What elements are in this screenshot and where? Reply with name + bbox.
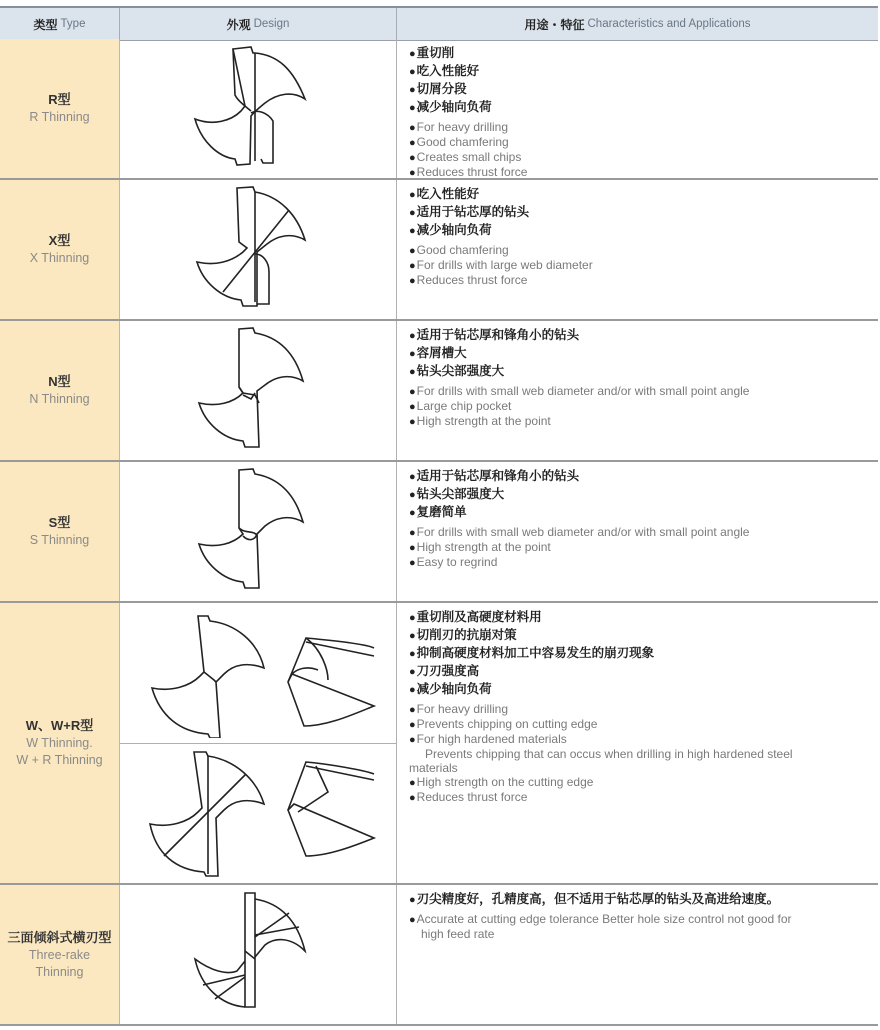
- feature-en: ●Large chip pocket: [409, 399, 512, 413]
- feature-zh: ●适用于钻芯厚和锋角小的钻头: [409, 328, 580, 342]
- feature-zh: ●刀刃强度高: [409, 664, 480, 678]
- design-cell: [120, 321, 397, 460]
- feature-en: ●Reduces thrust force: [409, 165, 528, 179]
- feature-zh: ●吃入性能好: [409, 64, 480, 78]
- w-design-subcell: [120, 603, 396, 744]
- feature-zh: ●减少轴向负荷: [409, 682, 492, 696]
- characteristics-cell: [397, 321, 878, 460]
- feature-zh: ●钻头尖部强度大: [409, 364, 505, 378]
- characteristics-cell: [397, 603, 878, 883]
- table-row-three-rake-thinning: [0, 885, 878, 1026]
- w-thinning-drill-diagram: [128, 608, 388, 738]
- feature-zh: ●重切削及高硬度材料用: [409, 610, 542, 624]
- feature-en: ●Good chamfering: [409, 135, 509, 149]
- three-rake-thinning-drill-diagram: [193, 887, 323, 1022]
- feature-en: ●Creates small chips: [409, 150, 522, 164]
- feature-en: ●Easy to regrind: [409, 555, 498, 569]
- feature-en: ●Reduces thrust force: [409, 273, 528, 287]
- feature-en: ●High strength on the cutting edge: [409, 775, 594, 789]
- feature-en: ●For high hardened materials: [409, 732, 567, 746]
- feature-zh: ●钻头尖部强度大: [409, 487, 505, 501]
- characteristics-cell: [397, 180, 878, 319]
- feature-zh: ●吃入性能好: [409, 187, 480, 201]
- feature-zh: ●适用于钻芯厚和锋角小的钻头: [409, 469, 580, 483]
- feature-zh: ●切削刃的抗崩对策: [409, 628, 517, 642]
- w-r-design-subcell: [120, 744, 396, 884]
- feature-zh: ●适用于钻芯厚的钻头: [409, 205, 530, 219]
- feature-en: ●For drills with small web diameter and/or with small point angle: [409, 384, 750, 398]
- design-cell: [120, 462, 397, 601]
- table-row-x-thinning: [0, 180, 878, 321]
- design-cell: [120, 39, 397, 178]
- design-cell: [120, 885, 397, 1024]
- type-cell: X型 X Thinning: [0, 180, 120, 319]
- feature-en-cont: high feed rate: [421, 927, 495, 941]
- feature-en-detail: Prevents chipping that can occus when drilling in high hardened steel: [425, 747, 793, 761]
- feature-en: ●Good chamfering: [409, 243, 509, 257]
- feature-en: ●High strength at the point: [409, 540, 551, 554]
- feature-en: ●For drills with small web diameter and/or with small point angle: [409, 525, 750, 539]
- feature-en: ●Accurate at cutting edge tolerance Better hole size control not good for: [409, 912, 792, 926]
- header-characteristics: 用途・特征 Characteristics and Applications: [524, 17, 751, 32]
- w-r-thinning-drill-diagram: [128, 748, 388, 878]
- feature-zh: ●切屑分段: [409, 82, 467, 96]
- feature-zh: ●减少轴向负荷: [409, 223, 492, 237]
- feature-en-detail-cont: materials: [409, 761, 458, 775]
- feature-en: ●High strength at the point: [409, 414, 551, 428]
- characteristics-cell: [397, 462, 878, 601]
- feature-zh: ●复磨简单: [409, 505, 467, 519]
- table-row-w-thinning: [0, 603, 878, 885]
- characteristics-cell: [397, 39, 878, 178]
- feature-zh: ●容屑槽大: [409, 346, 467, 360]
- design-cell: [120, 603, 397, 883]
- table-row-n-thinning: [0, 321, 878, 462]
- s-thinning-drill-diagram: [193, 464, 323, 599]
- table-row-s-thinning: [0, 462, 878, 603]
- type-cell: S型 S Thinning: [0, 462, 120, 601]
- type-cell: N型 N Thinning: [0, 321, 120, 460]
- feature-en: ●Prevents chipping on cutting edge: [409, 717, 598, 731]
- type-cell: R型 R Thinning: [0, 39, 120, 178]
- feature-zh: ●重切削: [409, 46, 455, 60]
- design-cell: [120, 180, 397, 319]
- table-row-r-thinning: [0, 39, 878, 180]
- r-thinning-drill-diagram: [193, 41, 323, 176]
- feature-zh: ●抑制高硬度材料加工中容易发生的崩刃现象: [409, 646, 655, 660]
- x-thinning-drill-diagram: [193, 182, 323, 317]
- feature-zh: ●减少轴向负荷: [409, 100, 492, 114]
- feature-zh: ●刃尖精度好，孔精度高，但不适用于钻芯厚的钻头及高进给速度。: [409, 892, 780, 906]
- header-type: 类型 Type: [0, 8, 120, 40]
- type-cell: 三面倾斜式横刃型 Three-rake Thinning: [0, 885, 120, 1024]
- feature-en: ●For heavy drilling: [409, 120, 509, 134]
- table-header: [0, 6, 878, 41]
- characteristics-cell: [397, 885, 878, 1024]
- feature-en: ●Reduces thrust force: [409, 790, 528, 804]
- feature-en: ●For heavy drilling: [409, 702, 509, 716]
- feature-en: ●For drills with large web diameter: [409, 258, 593, 272]
- n-thinning-drill-diagram: [193, 323, 323, 458]
- type-cell: W、W+R型 W Thinning. W + R Thinning: [0, 603, 120, 883]
- header-design: 外观 Design: [120, 8, 397, 40]
